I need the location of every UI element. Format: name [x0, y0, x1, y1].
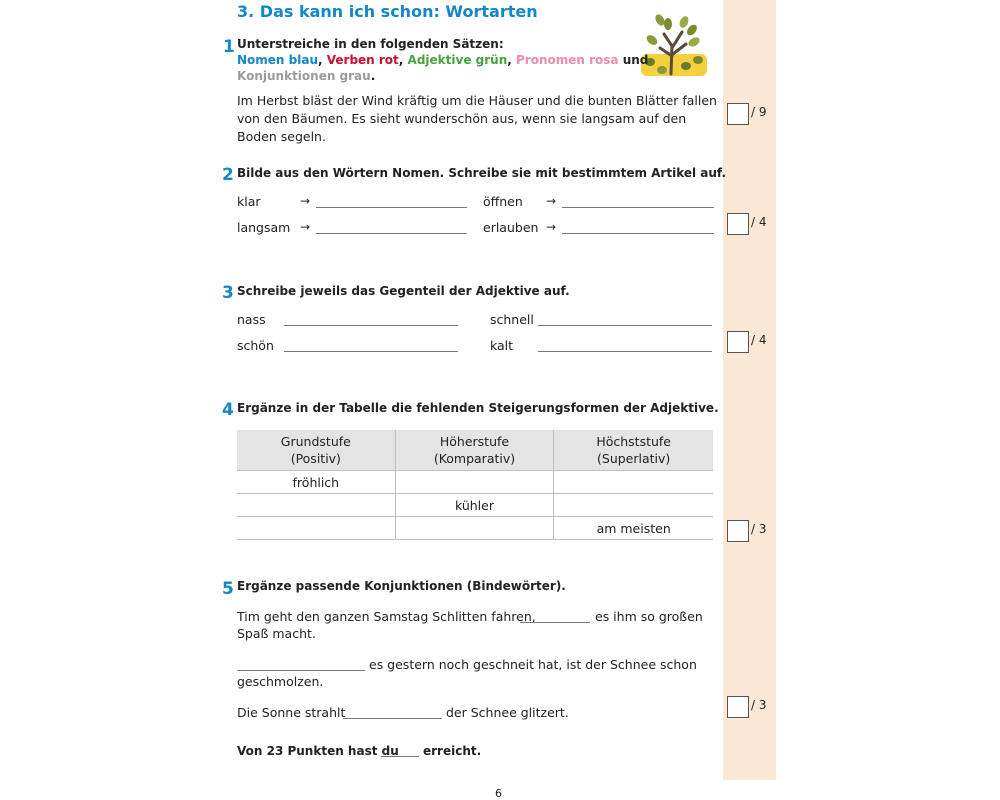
task3-heading: Schreibe jeweils das Gegenteil der Adjektive auf.: [237, 284, 570, 298]
table-cell[interactable]: [554, 471, 713, 494]
page-number: 6: [495, 787, 502, 800]
table-cell: fröhlich: [237, 471, 395, 494]
table-header: Höherstufe (Komparativ): [395, 430, 554, 471]
table-row: [237, 517, 713, 540]
task3-word-kalt: kalt: [490, 338, 514, 353]
score-line[interactable]: [381, 756, 419, 757]
table-cell[interactable]: [395, 471, 554, 494]
task5-points: / 3: [751, 698, 767, 712]
table-row: [237, 494, 713, 517]
task1-legend-line2: Konjunktionen grau.: [237, 69, 376, 83]
task1-points: / 9: [751, 105, 767, 119]
task4-score-box[interactable]: [727, 520, 749, 542]
task3-points: / 4: [751, 333, 767, 347]
legend-pronomen: Pronomen rosa: [516, 53, 619, 67]
task5-number: 5: [222, 579, 234, 599]
table-header: Grundstufe (Positiv): [237, 430, 395, 471]
answer-line[interactable]: [316, 207, 467, 208]
task3-word-schoen: schön: [237, 338, 274, 353]
table-header-row: [237, 430, 713, 471]
task5-sentence3-b: der Schnee glitzert.: [446, 705, 569, 720]
task2-word-langsam: langsam: [237, 220, 291, 235]
task2-word-oeffnen: öffnen: [483, 194, 523, 209]
answer-line[interactable]: [284, 325, 458, 326]
comparison-table: [237, 430, 713, 540]
summary-text: Von 23 Punkten hast du: [237, 744, 399, 758]
task2-word-erlauben: erlauben: [483, 220, 539, 235]
arrow-icon: →: [300, 220, 311, 234]
arrow-icon: →: [300, 194, 311, 208]
task2-score-box[interactable]: [727, 213, 749, 235]
page-title: 3. Das kann ich schon: Wortarten: [237, 2, 538, 21]
task3-score-box[interactable]: [727, 331, 749, 353]
task1-legend: Nomen blau, Verben rot, Adjektive grün, Pronomen rosa und: [237, 53, 649, 67]
task5-sentence1: Tim geht den ganzen Samstag Schlitten fahren,: [237, 609, 536, 624]
arrow-icon: →: [546, 220, 557, 234]
task5-score-box[interactable]: [727, 696, 749, 718]
answer-line[interactable]: [284, 351, 458, 352]
tree-illustration: [638, 10, 710, 80]
task2-word-klar: klar: [237, 194, 261, 209]
task5-heading: Ergänze passende Konjunktionen (Bindewörter).: [237, 579, 566, 593]
legend-adjektive: Adjektive grün: [407, 53, 508, 67]
arrow-icon: →: [546, 194, 557, 208]
task4-number: 4: [222, 400, 234, 420]
task3-number: 3: [222, 283, 234, 303]
table-cell: kühler: [395, 494, 554, 517]
tree-icon: [638, 10, 710, 80]
table-row: [237, 471, 713, 494]
task2-points: / 4: [751, 215, 767, 229]
task5-sentence2: es gestern noch geschneit hat, ist der Schnee schon: [369, 657, 697, 672]
task5-sentence2-b: geschmolzen.: [237, 674, 324, 689]
task1-heading: Unterstreiche in den folgenden Sätzen:: [237, 37, 504, 51]
task3-word-nass: nass: [237, 312, 266, 327]
task5-sentence1-b: es ihm so großen: [595, 609, 703, 624]
answer-line[interactable]: [343, 718, 442, 719]
task2-number: 2: [222, 165, 234, 185]
task1-score-box[interactable]: [727, 103, 749, 125]
task5-sentence3: Die Sonne strahlt: [237, 705, 346, 720]
table-cell: am meisten: [554, 517, 713, 540]
answer-line[interactable]: [237, 670, 365, 671]
legend-nomen: Nomen blau: [237, 53, 318, 67]
task5-sentence1-c: Spaß macht.: [237, 626, 316, 641]
task2-heading: Bilde aus den Wörtern Nomen. Schreibe sie mit bestimmtem Artikel auf.: [237, 166, 727, 180]
summary-text-end: erreicht.: [423, 744, 482, 758]
table-cell[interactable]: [237, 494, 395, 517]
answer-line[interactable]: [562, 233, 714, 234]
task4-heading: Ergänze in der Tabelle die fehlenden Steigerungsformen der Adjektive.: [237, 401, 719, 415]
table-cell[interactable]: [395, 517, 554, 540]
table-cell[interactable]: [554, 494, 713, 517]
legend-konjunktionen: Konjunktionen grau: [237, 69, 371, 83]
task4-points: / 3: [751, 522, 767, 536]
answer-line[interactable]: [538, 325, 712, 326]
task1-number: 1: [223, 37, 235, 57]
answer-line[interactable]: [520, 622, 590, 623]
table-cell[interactable]: [237, 517, 395, 540]
answer-line[interactable]: [538, 351, 712, 352]
legend-verben: Verben rot: [326, 53, 399, 67]
answer-line[interactable]: [316, 233, 467, 234]
task1-sentence: Im Herbst bläst der Wind kräftig um die Häuser und die bunten Blätter fallen von den Bäumen. Es sieht wunderschön aus, wenn sie langsam auf den Boden segeln.: [237, 93, 717, 144]
task3-word-schnell: schnell: [490, 312, 534, 327]
table-header: Höchststufe (Superlativ): [554, 430, 713, 471]
answer-line[interactable]: [562, 207, 714, 208]
